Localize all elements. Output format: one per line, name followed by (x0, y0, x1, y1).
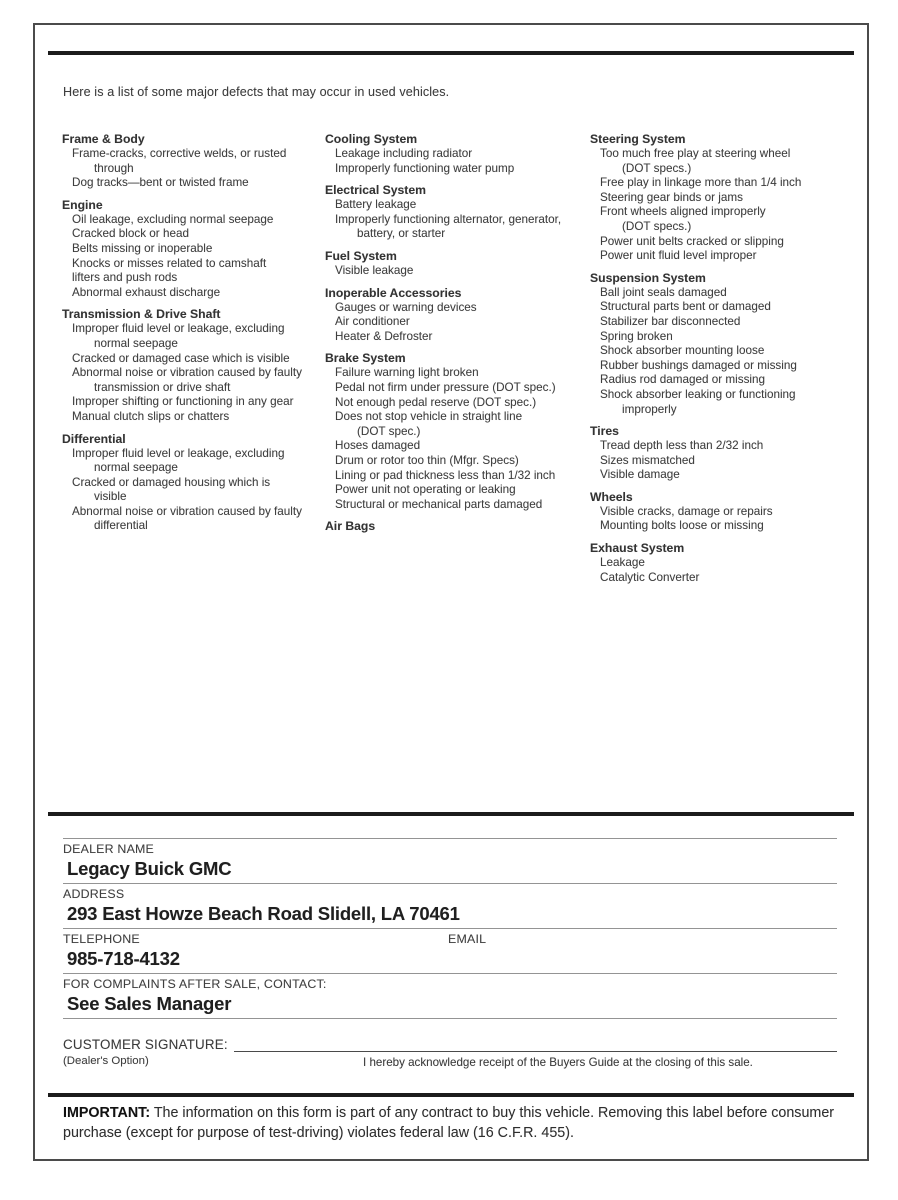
defect-line: visible (94, 490, 127, 504)
section-title: Frame & Body (62, 132, 145, 146)
defect-line: Front wheels aligned improperly (600, 205, 766, 219)
defect-section (62, 198, 324, 301)
field-label: TELEPHONE (63, 932, 140, 946)
defect-line: Rubber bushings damaged or missing (600, 358, 797, 372)
defect-column-1 (62, 125, 324, 538)
defect-column-2 (325, 125, 587, 537)
defect-section (62, 307, 324, 424)
defect-line: Structural parts bent or damaged (600, 300, 771, 314)
field-label: FOR COMPLAINTS AFTER SALE, CONTACT: (63, 977, 327, 991)
defect-section (325, 519, 587, 533)
defect-line: Drum or rotor too thin (Mfgr. Specs) (335, 453, 519, 467)
section-title: Suspension System (590, 270, 706, 285)
defect-section (590, 132, 858, 264)
form-field-row (63, 838, 837, 883)
defect-line: Tread depth less than 2/32 inch (600, 439, 764, 453)
defect-line: Manual clutch slips or chatters (72, 409, 230, 423)
intro-text: Here is a list of some major defects that may occur in used vehicles. (63, 85, 450, 99)
defect-line: Visible leakage (335, 263, 414, 277)
section-title: Exhaust System (590, 541, 685, 556)
defect-line: Battery leakage (335, 198, 417, 212)
defect-line: improperly (622, 402, 677, 416)
defect-line: Belts missing or inoperable (72, 241, 213, 255)
defect-line: differential (94, 519, 148, 533)
defect-line: Visible cracks, damage or repairs (600, 504, 773, 518)
defect-line: Pedal not firm under pressure (DOT spec.) (335, 380, 556, 394)
customer-signature-label: CUSTOMER SIGNATURE: (63, 1037, 228, 1052)
defect-line: Shock absorber mounting loose (600, 344, 765, 358)
acknowledgment-text: I hereby acknowledge receipt of the Buyers Guide at the closing of this sale. (363, 1056, 753, 1069)
defect-line: Shock absorber leaking or functioning (600, 387, 796, 401)
defect-line: Cracked or damaged case which is visible (72, 351, 290, 365)
defect-section (590, 490, 858, 534)
defect-line: (DOT specs.) (622, 219, 692, 233)
important-text: The information on this form is part of any contract to buy this vehicle. Removing this label before consumer purchase (except for purpose of test-driving) violates federal law (16 C.F.R. 455). (63, 1105, 835, 1141)
defect-line: Leakage (600, 556, 645, 570)
field-value: 985-718-4132 (67, 948, 180, 969)
defect-line: Improper fluid level or leakage, excluding (72, 322, 285, 336)
defect-line: Knocks or misses related to camshaft (72, 256, 267, 270)
defect-section (325, 183, 587, 242)
section-title: Fuel System (325, 248, 397, 263)
important-divider-rule (48, 1093, 854, 1097)
defect-line: Mounting bolts loose or missing (600, 519, 764, 533)
signature-line (234, 1037, 837, 1052)
defect-line: Ball joint seals damaged (600, 285, 727, 299)
defect-line: Lining or pad thickness less than 1/32 inch (335, 468, 556, 482)
defect-line: Improper fluid level or leakage, excluding (72, 446, 285, 460)
important-notice (63, 1103, 849, 1143)
section-title: Cooling System (325, 132, 418, 146)
defect-line: Power unit not operating or leaking (335, 483, 516, 497)
form-field-row (63, 928, 837, 973)
defect-line: lifters and push rods (72, 271, 178, 285)
defect-line: Improperly functioning alternator, generator, (335, 212, 562, 226)
defect-column-3 (590, 125, 858, 589)
defect-line: through (94, 161, 134, 175)
defect-line: Cracked block or head (72, 227, 189, 241)
defect-line: Does not stop vehicle in straight line (335, 410, 523, 424)
defect-section (62, 132, 324, 191)
defect-line: Cracked or damaged housing which is (72, 475, 271, 489)
field-label: DEALER NAME (63, 842, 155, 856)
defect-line: Catalytic Converter (600, 570, 700, 584)
section-title: Steering System (590, 132, 686, 146)
defect-line: Improper shifting or functioning in any gear (72, 395, 294, 409)
section-title: Engine (62, 197, 103, 212)
defect-line: Leakage including radiator (335, 147, 473, 160)
defect-line: Oil leakage, excluding normal seepage (72, 212, 274, 226)
section-title: Wheels (590, 489, 633, 504)
defect-line: Sizes mismatched (600, 453, 695, 467)
defect-line: normal seepage (94, 461, 178, 475)
important-label: IMPORTANT: (63, 1105, 151, 1121)
defect-section (590, 541, 858, 585)
field-value: See Sales Manager (67, 993, 232, 1014)
form-bottom-line (63, 1018, 837, 1019)
defect-line: Power unit fluid level improper (600, 249, 757, 263)
defect-line: Dog tracks—bent or twisted frame (72, 176, 249, 190)
section-title: Electrical System (325, 183, 426, 198)
defect-section (325, 249, 587, 279)
defect-section (325, 351, 587, 512)
defect-line: Spring broken (600, 329, 673, 343)
defect-line: Power unit belts cracked or slipping (600, 234, 784, 248)
section-title: Brake System (325, 351, 406, 366)
defect-section (325, 286, 587, 345)
defect-line: Free play in linkage more than 1/4 inch (600, 176, 802, 190)
defect-line: (DOT specs.) (622, 161, 692, 175)
defect-line: Visible damage (600, 468, 680, 482)
defect-line: Abnormal noise or vibration caused by faulty (72, 366, 302, 380)
section-title: Inoperable Accessories (325, 285, 462, 300)
defect-section (325, 132, 587, 176)
signature-block (63, 1037, 837, 1071)
defect-section (590, 271, 858, 417)
defect-line: Improperly functioning water pump (335, 161, 515, 175)
field-label: ADDRESS (63, 887, 125, 901)
defect-line: Not enough pedal reserve (DOT spec.) (335, 395, 537, 409)
section-title: Differential (62, 431, 126, 446)
field-value: Legacy Buick GMC (67, 858, 232, 879)
top-divider-rule (48, 51, 854, 55)
defect-line: Stabilizer bar disconnected (600, 314, 741, 328)
defect-line: Heater & Defroster (335, 329, 433, 343)
defect-line: Radius rod damaged or missing (600, 373, 766, 387)
form-field-row (63, 973, 837, 1018)
dealer-option-note: (Dealer's Option) (63, 1055, 149, 1067)
section-title: Transmission & Drive Shaft (62, 307, 221, 322)
field-label-secondary: EMAIL (448, 932, 487, 946)
defect-line: Structural or mechanical parts damaged (335, 497, 543, 511)
defect-section (62, 432, 324, 535)
defect-line: Abnormal noise or vibration caused by faulty (72, 504, 302, 518)
form-field-row (63, 883, 837, 928)
dealer-info-form (63, 838, 837, 1019)
section-title: Air Bags (325, 519, 376, 534)
defect-line: transmission or drive shaft (94, 380, 231, 394)
defect-section (590, 424, 858, 483)
defect-line: (DOT spec.) (357, 424, 421, 438)
defect-line: Steering gear binds or jams (600, 190, 743, 204)
defect-line: Air conditioner (335, 315, 410, 329)
defect-line: Failure warning light broken (335, 366, 479, 380)
defect-line: Abnormal exhaust discharge (72, 285, 221, 299)
section-title: Tires (590, 424, 619, 439)
dealer-section-divider-rule (48, 812, 854, 816)
defect-line: battery, or starter (357, 227, 446, 241)
defect-line: normal seepage (94, 336, 178, 350)
defect-line: Gauges or warning devices (335, 300, 477, 314)
defect-line: Frame-cracks, corrective welds, or rusted (72, 147, 287, 160)
field-value: 293 East Howze Beach Road Slidell, LA 70461 (67, 903, 460, 924)
defect-line: Too much free play at steering wheel (600, 147, 791, 160)
buyers-guide-page (33, 23, 869, 1161)
defect-line: Hoses damaged (335, 439, 421, 453)
